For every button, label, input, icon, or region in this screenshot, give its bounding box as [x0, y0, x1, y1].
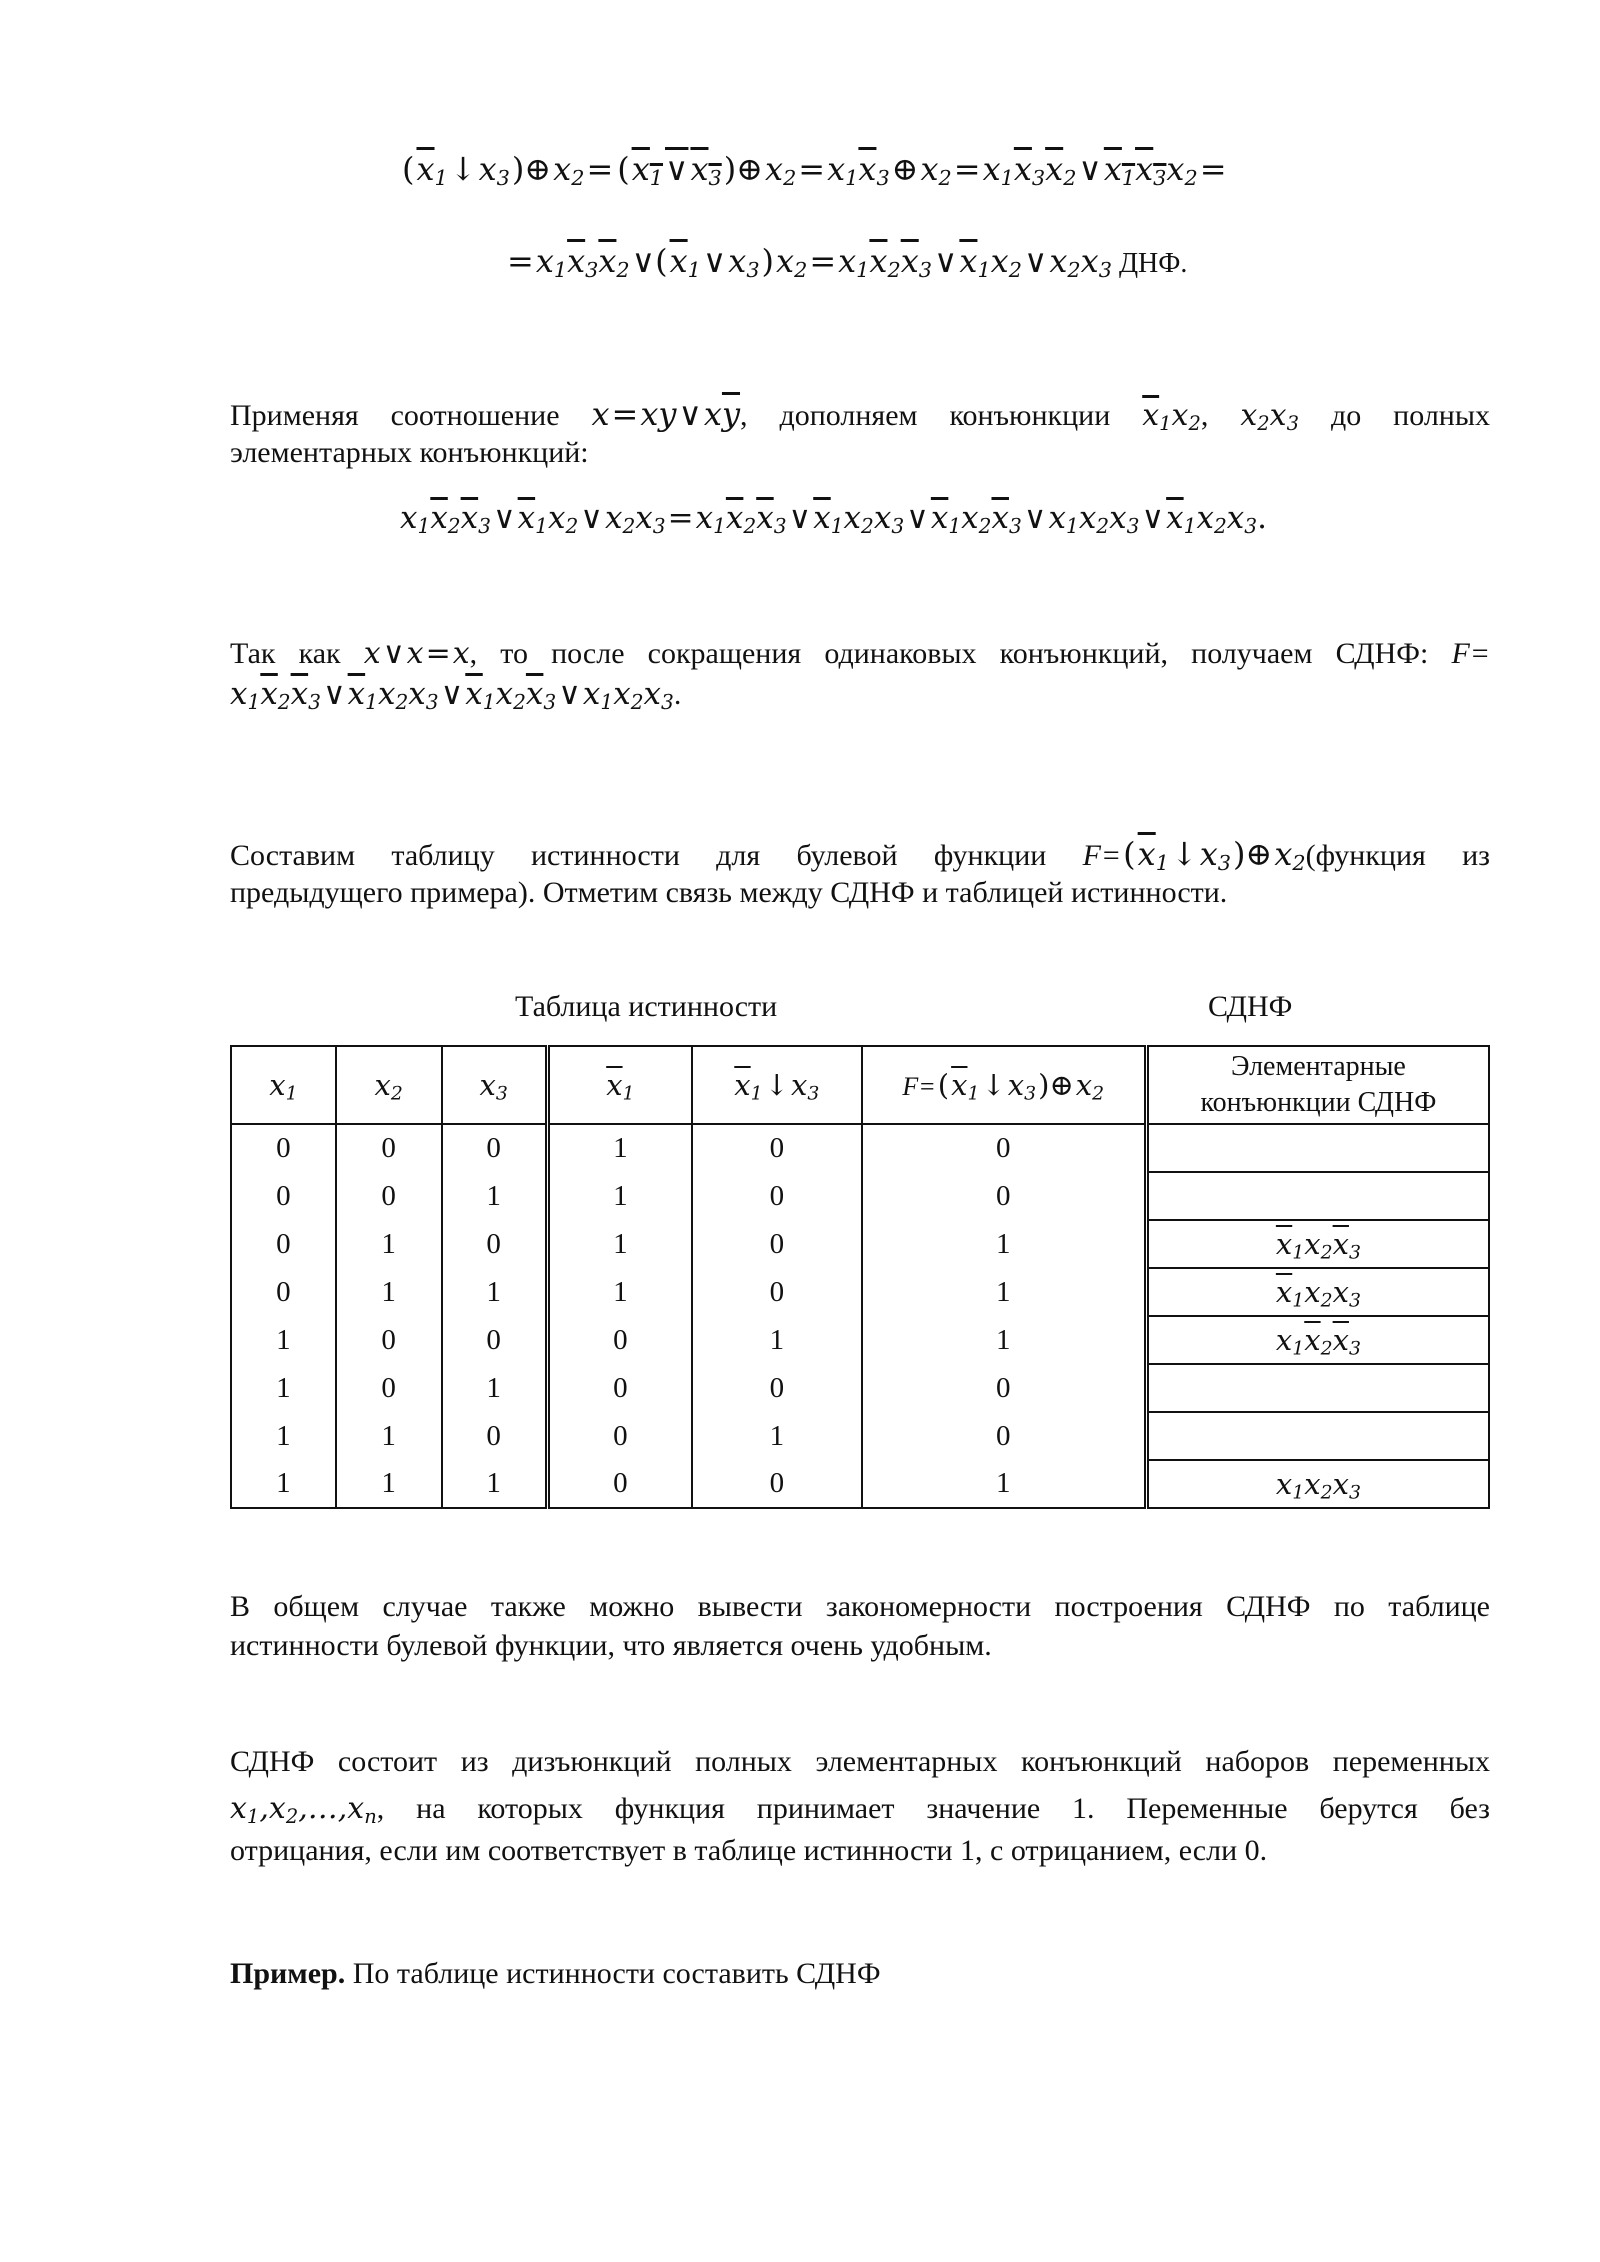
- cell-function: 0: [862, 1172, 1147, 1220]
- eq3-period: .: [1257, 500, 1267, 536]
- formula-conj-2: $x_2x_3$: [1240, 398, 1300, 435]
- truth-table-caption: Таблица истинности: [515, 990, 778, 1023]
- table-row: [231, 1268, 1489, 1316]
- paragraph-compose-table-line2: предыдущего примера). Отметим связь между СДНФ и таблицей истинности.: [230, 876, 1228, 909]
- paragraph-general-case-line1: В общем случае также можно вывести закономерности построения СДНФ по таблице: [230, 1590, 1490, 1623]
- para3-F-label: F=: [1082, 839, 1122, 872]
- paragraph-apply-relation-line2: элементарных конъюнкций:: [230, 436, 589, 469]
- equation-line-2: $=x_1\overline{x}_3\overline{x}_2\vee(\overline{x}_1\vee x_3)x_2=x_1\overline{x}_2\overline{x}_3\vee\overline{x}_1x_2\vee x_2x_3$ ДНФ.: [507, 242, 1188, 283]
- cell-function: 1: [862, 1220, 1147, 1268]
- cell-nor: 0: [692, 1220, 862, 1268]
- cell-conjunction: $\overline{x}_1x_2\overline{x}_3$: [1146, 1220, 1489, 1268]
- cell-conjunction: [1146, 1364, 1489, 1412]
- cell-nor: 0: [692, 1268, 862, 1316]
- paragraph-example: [230, 1955, 1490, 1993]
- cell-x3: 0: [442, 1220, 548, 1268]
- cell-x2: 1: [336, 1268, 442, 1316]
- cell-nor: 0: [692, 1364, 862, 1412]
- table-row: [231, 1460, 1489, 1508]
- cell-function: 1: [862, 1316, 1147, 1364]
- cell-nor: 0: [692, 1172, 862, 1220]
- paragraph-sdnf-definition-line1: СДНФ состоит из дизъюнкций полных элементарных конъюнкций наборов переменных: [230, 1745, 1490, 1778]
- cell-x1: 0: [231, 1172, 336, 1220]
- cell-x3: 0: [442, 1316, 548, 1364]
- cell-x3: 1: [442, 1460, 548, 1508]
- header-not-x1: $\overline{x}_1$: [547, 1046, 692, 1124]
- table-row: [231, 1124, 1489, 1172]
- para1-text-end: до полных: [1299, 399, 1490, 432]
- cell-function: 1: [862, 1460, 1147, 1508]
- cell-function: 0: [862, 1124, 1147, 1172]
- para2-text-start: Так как: [230, 637, 364, 670]
- cell-conjunction: $\overline{x}_1x_2x_3$: [1146, 1268, 1489, 1316]
- cell-x1: 0: [231, 1124, 336, 1172]
- cell-x1: 1: [231, 1316, 336, 1364]
- paragraph-since-formula: [230, 675, 1490, 714]
- cell-nor: 1: [692, 1316, 862, 1364]
- para1-text-start: Применяя соотношение: [230, 399, 592, 432]
- paragraph-apply-relation: [230, 395, 1490, 435]
- example-text: По таблице истинности составить СДНФ: [345, 1957, 881, 1990]
- cell-nor: 0: [692, 1460, 862, 1508]
- table-row: [231, 1412, 1489, 1460]
- cell-conjunction: [1146, 1172, 1489, 1220]
- formula-function: $(\overline{x}_1↓x_3)\oplus x_2$: [1123, 835, 1306, 876]
- cell-function: 0: [862, 1364, 1147, 1412]
- table-row: [231, 1172, 1489, 1220]
- cell-x2: 1: [336, 1220, 442, 1268]
- cell-x3: 1: [442, 1172, 548, 1220]
- cell-x2: 1: [336, 1412, 442, 1460]
- cell-x2: 0: [336, 1364, 442, 1412]
- table-header-row: [231, 1046, 1489, 1124]
- header-elementary-conjunctions: Элементарные конъюнкции СДНФ: [1146, 1046, 1489, 1124]
- table-row: [231, 1364, 1489, 1412]
- cell-x3: 0: [442, 1124, 548, 1172]
- header-x2: $x_2$: [336, 1046, 442, 1124]
- cell-conjunction: $x_1\overline{x}_2\overline{x}_3$: [1146, 1316, 1489, 1364]
- header-F-label: F=: [902, 1071, 936, 1101]
- formula-sdnf-result: $x_1\overline{x}_2\overline{x}_3\vee\overline{x}_1x_2x_3\vee\overline{x}_1x_2\overline{x}_3\vee x_1x_2x_3$: [230, 676, 674, 715]
- paragraph-sdnf-definition-line3: отрицания, если им соответствует в таблице истинности 1, с отрицанием, если 0.: [230, 1834, 1268, 1867]
- cell-conjunction: [1146, 1412, 1489, 1460]
- cell-x2: 0: [336, 1124, 442, 1172]
- table-row: [231, 1220, 1489, 1268]
- equation-line-1: $(\overline{x}_1↓x_3)\oplus x_2=$ $(x_1\vee x_3)\oplus x_2=x_1\overline{x}_3\oplus x_2=x_1\overline{x}_3\overline{x}_2\vee x_1x_3x_2=$: [402, 150, 1227, 191]
- example-label: Пример.: [230, 1957, 346, 1990]
- cell-not-x1: 0: [547, 1412, 692, 1460]
- cell-x2: 0: [336, 1316, 442, 1364]
- para1-text-mid: , дополняем конъюнкции: [740, 399, 1143, 432]
- cell-x2: 1: [336, 1460, 442, 1508]
- header-function: $F=(\overline{x}_1↓x_3)\oplus x_2$: [862, 1046, 1147, 1124]
- paragraph-compose-table: [230, 835, 1490, 875]
- cell-not-x1: 1: [547, 1220, 692, 1268]
- dnf-label: ДНФ.: [1111, 248, 1188, 279]
- cell-x1: 0: [231, 1268, 336, 1316]
- cell-nor: 1: [692, 1412, 862, 1460]
- cell-not-x1: 0: [547, 1316, 692, 1364]
- paragraph-general-case-line2: истинности булевой функции, что является очень удобным.: [230, 1629, 992, 1662]
- cell-x1: 1: [231, 1364, 336, 1412]
- formula-variable-set: $x_1,x_2,\dots,x_n$: [230, 1791, 377, 1828]
- para2-text-mid: , то после сокращения одинаковых конъюнкций, получаем СДНФ:: [469, 637, 1452, 670]
- cell-nor: 0: [692, 1124, 862, 1172]
- paragraph-since: [230, 635, 1490, 673]
- cell-not-x1: 1: [547, 1268, 692, 1316]
- cell-x2: 0: [336, 1172, 442, 1220]
- cell-x3: 0: [442, 1412, 548, 1460]
- header-x3: $x_3$: [442, 1046, 548, 1124]
- para3-text-end: (функция из: [1305, 839, 1491, 872]
- para2-period: .: [673, 678, 682, 711]
- sdnf-caption: СДНФ: [1208, 990, 1293, 1023]
- cell-x3: 1: [442, 1268, 548, 1316]
- formula-idempotent: x∨x=x: [363, 636, 470, 671]
- cell-not-x1: 1: [547, 1172, 692, 1220]
- cell-not-x1: 1: [547, 1124, 692, 1172]
- cell-not-x1: 0: [547, 1460, 692, 1508]
- table-row: [231, 1316, 1489, 1364]
- cell-function: 1: [862, 1268, 1147, 1316]
- para2-F-label: F=: [1451, 637, 1491, 670]
- cell-x1: 1: [231, 1412, 336, 1460]
- formula-conj-1: $\overline{x}_1x_2$: [1142, 398, 1201, 435]
- paragraph-sdnf-definition-line2: [230, 1790, 1490, 1828]
- cell-conjunction: $x_1x_2x_3$: [1146, 1460, 1489, 1508]
- cell-x3: 1: [442, 1364, 548, 1412]
- truth-table: [230, 1045, 1490, 1509]
- cell-function: 0: [862, 1412, 1147, 1460]
- formula-x-relation: $x=xy\vee x\overline{y}$: [591, 395, 741, 433]
- para1-comma: ,: [1200, 399, 1241, 432]
- header-nor: $\overline{x}_1↓x_3$: [692, 1046, 862, 1124]
- para5-text-line2: , на которых функция принимает значение 1. Переменные берутся без: [376, 1792, 1490, 1825]
- cell-not-x1: 0: [547, 1364, 692, 1412]
- cell-conjunction: [1146, 1124, 1489, 1172]
- header-x1: $x_1$: [231, 1046, 336, 1124]
- cell-x1: 1: [231, 1460, 336, 1508]
- para3-text-start: Составим таблицу истинности для булевой функции: [230, 839, 1083, 872]
- cell-x1: 0: [231, 1220, 336, 1268]
- equation-line-3: $x_1\overline{x}_2\overline{x}_3\vee\overline{x}_1x_2\vee x_2x_3=x_1\overline{x}_2\overline{x}_3\vee\overline{x}_1x_2x_3\vee\overline{x}_1x_2\overline{x}_3\vee x_1x_2x_3\vee\overline{x}_1x_2x_3$.: [400, 500, 1267, 539]
